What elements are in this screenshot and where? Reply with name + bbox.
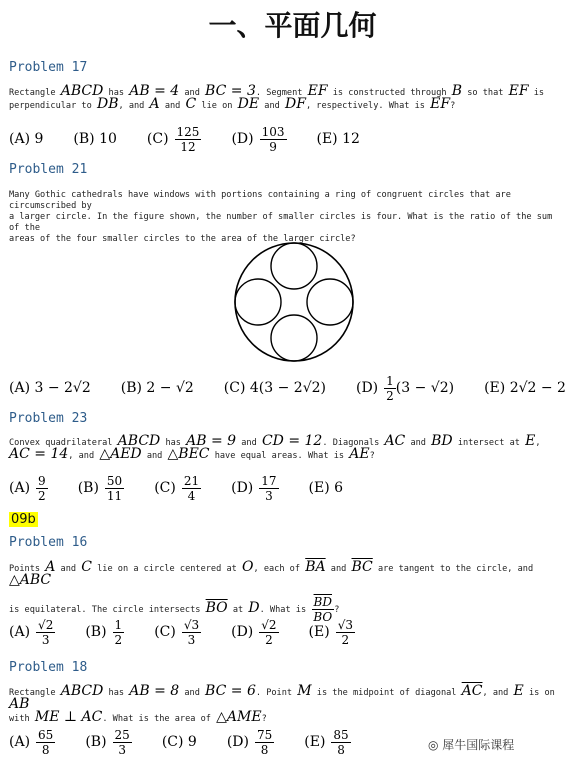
choice-b: (B) 2 − √2 — [120, 380, 194, 396]
problem-18-line-2: with ME ⊥ AC. What is the area of △AME? — [9, 709, 267, 725]
choice-c: (C) 4(3 − 2√2) — [223, 380, 326, 396]
problem-17-line-2: perpendicular to DB, and A and C lie on DE and DF, respectively. What is EF? — [9, 96, 456, 112]
problem-18-heading: Problem 18 — [9, 660, 88, 675]
small-circle-top — [271, 243, 317, 289]
problem-18-text — [9, 683, 567, 725]
choice-c: (C) 9 — [161, 734, 197, 750]
problem-23-line-2: AC = 14, and △AED and △BEC have equal areas. What is AE? — [9, 446, 375, 462]
choice-b: (B) 10 — [73, 131, 117, 147]
problem-21-line-1: Many Gothic cathedrals have windows with portions containing a ring of congruent circles that are circumscribed by — [9, 190, 511, 211]
choice-d: (D) $\frac{75}{8}$ — [226, 727, 273, 757]
problem-18-choices — [9, 722, 381, 762]
choice-e: (E) $\frac{√3}{2}$ — [308, 617, 353, 647]
problem-16-heading: Problem 16 — [9, 535, 88, 550]
problem-16-line-2: is equilateral. The circle intersects $\overline{BO}$ at D. What is $\frac{\overline{BD}}{BO}$ ? — [9, 595, 340, 624]
choice-c: (C) $\frac{21}{4}$ — [154, 473, 200, 503]
small-circle-bottom — [271, 315, 317, 361]
problem-23-line-1: Convex quadrilateral ABCD has AB = 9 and CD = 12. Diagonals AC and BD intersect at E, — [9, 433, 541, 449]
choice-b: (B) $\frac{1}{2}$ — [85, 617, 123, 647]
choice-e: (E) $\frac{85}{8}$ — [304, 727, 349, 757]
gothic-window-figure — [232, 240, 356, 364]
problem-16-line-1: Points A and C lie on a circle centered at O, each of $\overline{BA}$ and $\overline{BC}$ are tangent to the circle, and △ABC — [9, 559, 534, 588]
problem-18-line-1: Rectangle ABCD has AB = 8 and BC = 6. Point M is the midpoint of diagonal $\overline{AC}$, and E is on AB — [9, 683, 555, 712]
problem-21-text — [9, 190, 567, 245]
choice-e: (E) 6 — [308, 480, 344, 496]
choice-e: (E) 12 — [316, 131, 360, 147]
choice-a: (A) $\frac{9}{2}$ — [9, 473, 46, 503]
choice-a: (A) 3 − 2√2 — [9, 380, 91, 396]
choice-a: (A) 9 — [9, 131, 44, 147]
choice-d: (D) $\frac{103}{9}$ — [231, 124, 285, 154]
problem-16-choices — [9, 612, 385, 652]
choice-d: (D) $\frac{17}{3}$ — [231, 473, 277, 503]
choice-e: (E) 2√2 − 2 — [484, 380, 566, 396]
problem-21-line-3: areas of the four smaller circles to the area of the larger circle? — [9, 234, 356, 244]
problem-17-choices — [9, 119, 390, 159]
choice-d: (D) $\frac{√2}{2}$ — [231, 617, 277, 647]
choice-d: (D) $\frac{1}{2}$ (3 − √2) — [356, 373, 455, 403]
problem-17-text — [9, 83, 567, 112]
small-circle-left — [235, 279, 281, 325]
problem-21-heading: Problem 21 — [9, 162, 88, 177]
page-title: 一、平面几何 — [208, 9, 377, 42]
small-circle-right — [307, 279, 353, 325]
large-circle — [235, 243, 353, 361]
choice-b: (B) $\frac{50}{11}$ — [77, 473, 123, 503]
problem-23-heading: Problem 23 — [9, 411, 88, 426]
problem-21-choices — [9, 368, 585, 408]
choice-c: (C) $\frac{125}{12}$ — [146, 124, 200, 154]
problem-17-line-1: Rectangle ABCD has AB = 4 and BC = 3. Segment EF is constructed through B so that EF is — [9, 83, 545, 99]
problem-17-heading: Problem 17 — [9, 60, 88, 75]
problem-23-choices — [9, 468, 373, 508]
wechat-icon: ◎ — [428, 738, 443, 752]
year-tag: 09b — [11, 512, 36, 527]
choice-b: (B) $\frac{25}{3}$ — [85, 727, 130, 757]
choice-a: (A) $\frac{√2}{3}$ — [9, 617, 54, 647]
problem-21-line-2: a larger circle. In the figure shown, the number of smaller circles is four. What is the ratio of the sum of the — [9, 212, 553, 233]
problem-23-text — [9, 433, 567, 462]
watermark: ◎ 犀牛国际课程 — [428, 738, 515, 752]
choice-a: (A) $\frac{65}{8}$ — [9, 727, 54, 757]
choice-c: (C) $\frac{√3}{3}$ — [154, 617, 200, 647]
